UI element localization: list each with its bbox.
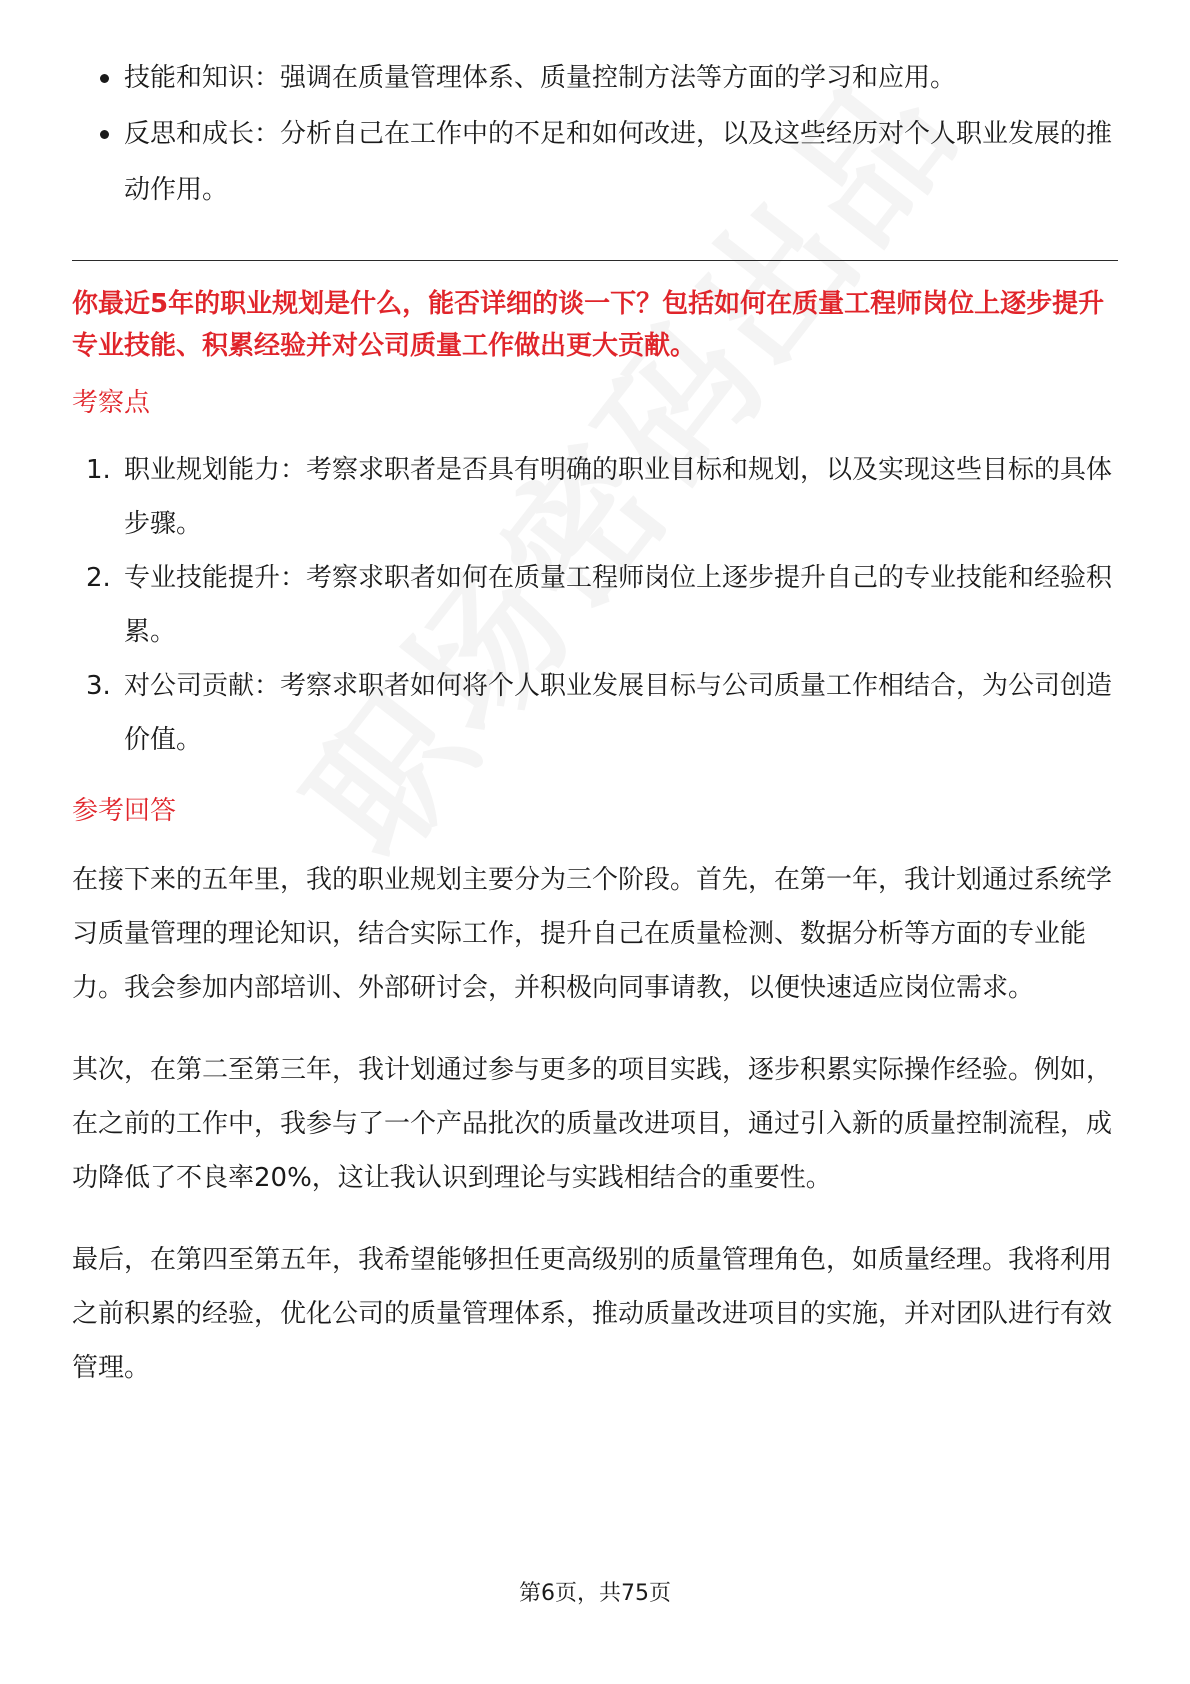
item-text: 职业规划能力：考察求职者是否具有明确的职业目标和规划，以及实现这些目标的具体步骤。 <box>124 455 1113 539</box>
assessment-item <box>72 551 1118 659</box>
intro-bullet-list <box>72 50 1118 218</box>
bullet-label: 反思和成长： <box>124 119 281 149</box>
answer-paragraph: 最后，在第四至第五年，我希望能够担任更高级别的质量管理角色，如质量经理。我将利用之前积累的经验，优化公司的质量管理体系，推动质量改进项目的实施，并对团队进行有效管理。 <box>72 1245 1113 1383</box>
item-text: 对公司贡献：考察求职者如何将个人职业发展目标与公司质量工作相结合，为公司创造价值。 <box>124 671 1113 755</box>
interview-question: 你最近5年的职业规划是什么，能否详细的谈一下？包括如何在质量工程师岗位上逐步提升专业技能、积累经验并对公司质量工作做出更大贡献。 <box>72 289 1105 361</box>
bullet-item <box>72 50 1118 106</box>
item-number: 2. <box>86 563 111 593</box>
bullet-text: 强调在质量管理体系、质量控制方法等方面的学习和应用。 <box>280 63 957 93</box>
item-number: 1. <box>86 455 111 485</box>
assessment-heading: 考察点 <box>72 388 151 418</box>
item-number: 3. <box>86 671 111 701</box>
bullet-dot-icon <box>100 74 109 83</box>
answer-paragraph: 其次，在第二至第三年，我计划通过参与更多的项目实践，逐步积累实际操作经验。例如，在之前的工作中，我参与了一个产品批次的质量改进项目，通过引入新的质量控制流程，成功降低了不良率20%，这让我认识到理论与实践相结合的重要性。 <box>72 1055 1113 1193</box>
section-divider <box>72 260 1118 261</box>
page-number: 第6页，共75页 <box>519 1581 671 1606</box>
page-content <box>72 50 1118 1395</box>
item-text: 专业技能提升：考察求职者如何在质量工程师岗位上逐步提升自己的专业技能和经验积累。 <box>124 563 1113 647</box>
answer-paragraph: 在接下来的五年里，我的职业规划主要分为三个阶段。首先，在第一年，我计划通过系统学习质量管理的理论知识，结合实际工作，提升自己在质量检测、数据分析等方面的专业能力。我会参加内部培训、外部研讨会，并积极向同事请教，以便快速适应岗位需求。 <box>72 865 1113 1003</box>
bullet-label: 技能和知识： <box>124 63 281 93</box>
assessment-item <box>72 659 1118 767</box>
answer-heading: 参考回答 <box>72 796 177 826</box>
bullet-text: 分析自己在工作中的不足和如何改进，以及这些经历对个人职业发展的推动作用。 <box>124 119 1113 205</box>
assessment-item <box>72 443 1118 551</box>
answer-body <box>72 853 1118 1395</box>
bullet-item <box>72 106 1118 218</box>
assessment-list <box>72 443 1118 767</box>
bullet-dot-icon <box>100 130 109 139</box>
